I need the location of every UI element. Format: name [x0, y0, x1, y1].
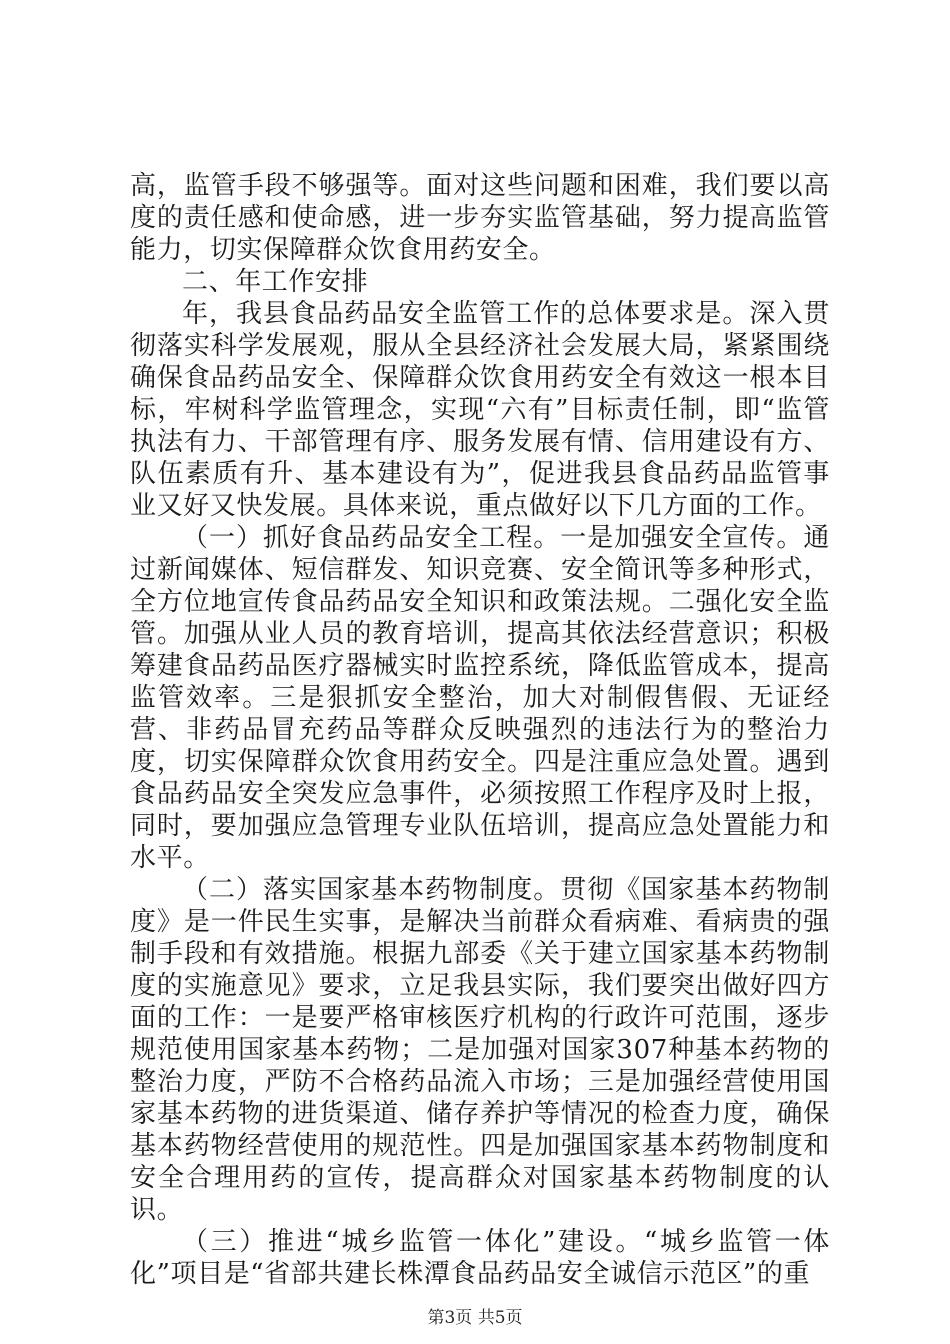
page-number-label: 第3页 共5页: [427, 1308, 523, 1328]
paragraph-overall-requirements: 年，我县食品药品安全监管工作的总体要求是。深入贯彻落实科学发展观，服从全县经济社会发展大局，紧紧围绕确保食品药品安全、保障群众饮食用药安全有效这一根本目标，牢树科学监管理念，实现“六有”目标责任制，即“监管执法有力、干部管理有序、服务发展有情、信用建设有方、队伍素质有升、基本建设有为”，促进我县食品药品监管事业又好又快发展。具体来说，重点做好以下几方面的工作。: [130, 299, 830, 521]
page-footer: [0, 1303, 950, 1328]
document-body: [130, 170, 830, 1290]
paragraph-continuation: 高，监管手段不够强等。面对这些问题和困难，我们要以高度的责任感和使命感，进一步夯实监管基础，努力提高监管能力，切实保障群众饮食用药安全。: [130, 171, 830, 265]
section-heading: 二、年工作安排: [182, 267, 369, 297]
paragraph-item-2: （二）落实国家基本药物制度。贯彻《国家基本药物制度》是一件民生实事，是解决当前群众看病难、看病贵的强制手段和有效措施。根据九部委《关于建立国家基本药物制度的实施意见》要求，立足我县实际，我们要突出做好四方面的工作：一是要严格审核医疗机构的行政许可范围，逐步规范使用国家基本药物；二是加强对国家307种基本药物的整治力度，严防不合格药品流入市场；三是加强经营使用国家基本药物的进货渠道、储存养护等情况的检查力度，确保基本药物经营使用的规范性。四是加强国家基本药物制度和安全合理用药的宣传，提高群众对国家基本药物制度的认识。: [130, 875, 830, 1225]
paragraph-item-3: （三）推进“城乡监管一体化”建设。“城乡监管一体化”项目是“省部共建长株潭食品药品安全诚信示范区”的重: [130, 1227, 830, 1289]
paragraph-item-1: （一）抓好食品药品安全工程。一是加强安全宣传。通过新闻媒体、短信群发、知识竞赛、安全简讯等多种形式，全方位地宣传食品药品安全知识和政策法规。二强化安全监管。加强从业人员的教育培训，提高其依法经营意识；积极筹建食品药品医疗器械实时监控系统，降低监管成本，提高监管效率。三是狠抓安全整治，加大对制假售假、无证经营、非药品冒充药品等群众反映强烈的违法行为的整治力度，切实保障群众饮食用药安全。四是注重应急处置。遇到食品药品安全突发应急事件，必须按照工作程序及时上报，同时，要加强应急管理专业队伍培训，提高应急处置能力和水平。: [130, 523, 830, 873]
